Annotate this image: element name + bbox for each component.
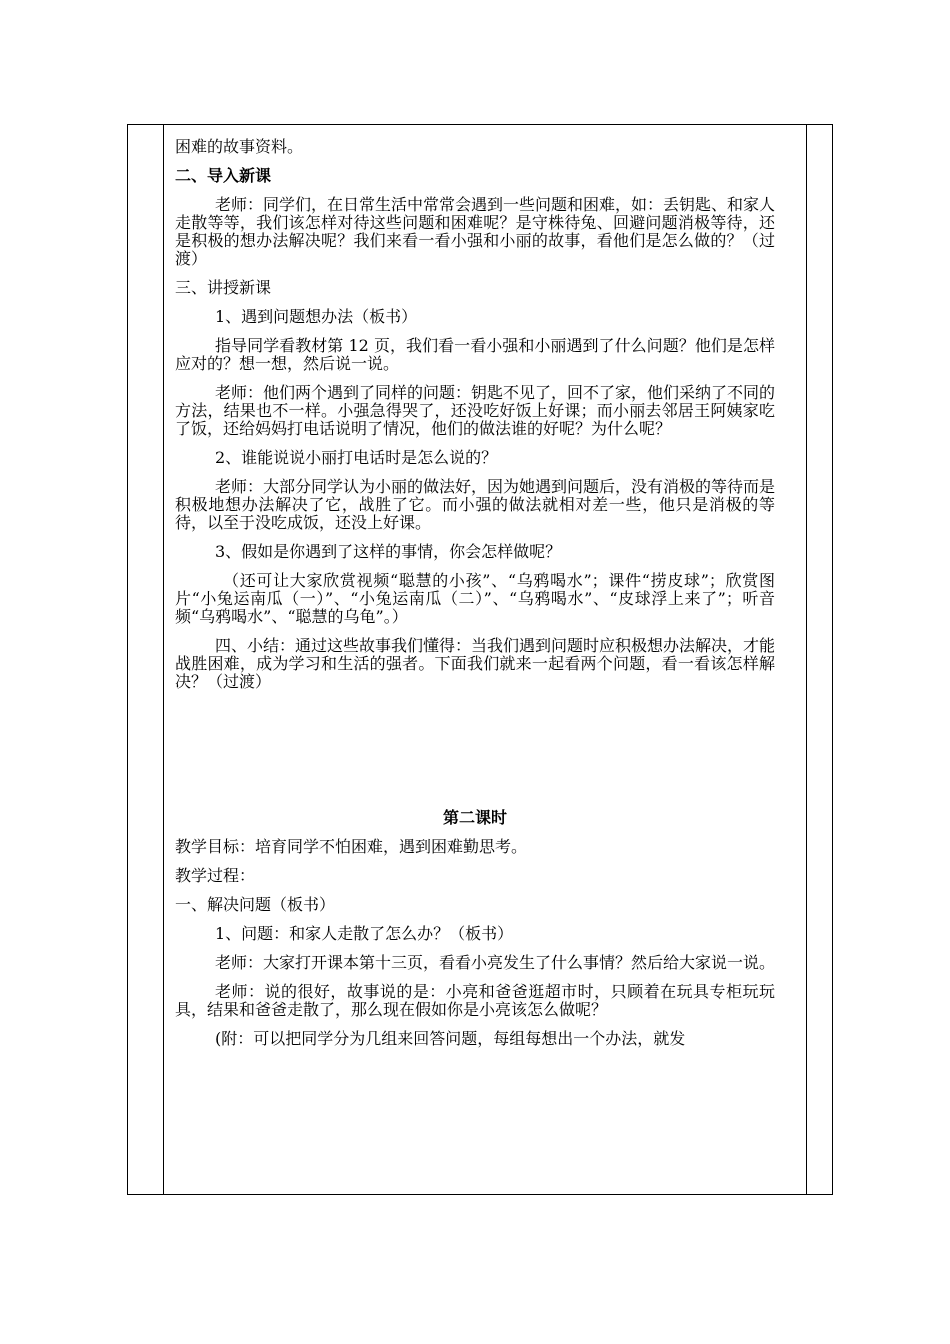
paragraph: (附：可以把同学分为几组来回答问题，每组每想出一个办法，就发 [215, 1029, 686, 1048]
paragraph: 老师：同学们，在日常生活中常常会遇到一些问题和困难，如：丢钥匙、和家人走散等等，我们该怎样对待这些问题和困难呢？是守株待兔、回避问题消极等待，还是积极的想办法解决呢？我们来看一看小强和小丽的故事，看他们是怎么做的？（过渡） [175, 195, 776, 268]
paragraph: 困难的故事资料。 [175, 137, 304, 156]
paragraph: 教学过程： [175, 866, 256, 885]
paragraph: 老师：大家打开课本第十三页，看看小亮发生了什么事情？然后给大家说一说。 [215, 953, 776, 972]
paragraph: （还可让大家欣赏视频“聪慧的小孩”、“乌鸦喝水”；课件“捞皮球”；欣赏图片“小兔运南瓜（一）”、“小兔运南瓜（二）”、“乌鸦喝水”、“皮球浮上来了”；听音频“乌鸦喝水”、“聪慧的乌龟”。） [175, 571, 775, 626]
lesson-table [127, 124, 833, 1195]
paragraph: 教学目标：培育同学不怕困难，遇到困难勤思考。 [175, 837, 528, 856]
section-heading: 一、解决问题（板书） [175, 895, 336, 914]
column-divider [806, 125, 807, 1194]
paragraph: 老师：大部分同学认为小丽的做法好，因为她遇到问题后，没有消极的等待而是积极地想办法解决了它，战胜了它。而小强的做法就相对差一些，他只是消极的等待，以至于没吃成饭，还没上好课。 [175, 477, 776, 532]
lesson-content [175, 138, 775, 1048]
section-heading: 三、讲授新课 [175, 278, 272, 297]
subheading: 1、问题：和家人走散了怎么办？（板书） [215, 924, 514, 943]
subheading: 1、遇到问题想办法（板书） [215, 307, 418, 326]
column-divider [163, 125, 164, 1194]
subheading: 2、谁能说说小丽打电话时是怎么说的？ [215, 448, 498, 467]
paragraph: 老师：说的很好，故事说的是：小亮和爸爸逛超市时，只顾着在玩具专柜玩玩具，结果和爸爸走散了，那么现在假如你是小亮该怎么做呢？ [175, 982, 775, 1019]
lesson-title: 第二课时 [442, 808, 507, 827]
paragraph: 老师：他们两个遇到了同样的问题：钥匙不见了，回不了家，他们采纳了不同的方法，结果也不一样。小强急得哭了，还没吃好饭上好课；而小丽去邻居王阿姨家吃了饭，还给妈妈打电话说明了情况，他们的做法谁的好呢？为什么呢？ [175, 383, 776, 438]
paragraph: 指导同学看教材第 12 页，我们看一看小强和小丽遇到了什么问题？他们是怎样应对的？想一想，然后说一说。 [175, 336, 775, 373]
section-heading: 二、导入新课 [175, 166, 272, 185]
subheading: 3、假如是你遇到了这样的事情，你会怎样做呢？ [215, 542, 562, 561]
paragraph: 四、小结：通过这些故事我们懂得：当我们遇到问题时应积极想办法解决，才能战胜困难，成为学习和生活的强者。下面我们就来一起看两个问题，看一看该怎样解决？（过渡） [175, 636, 776, 691]
